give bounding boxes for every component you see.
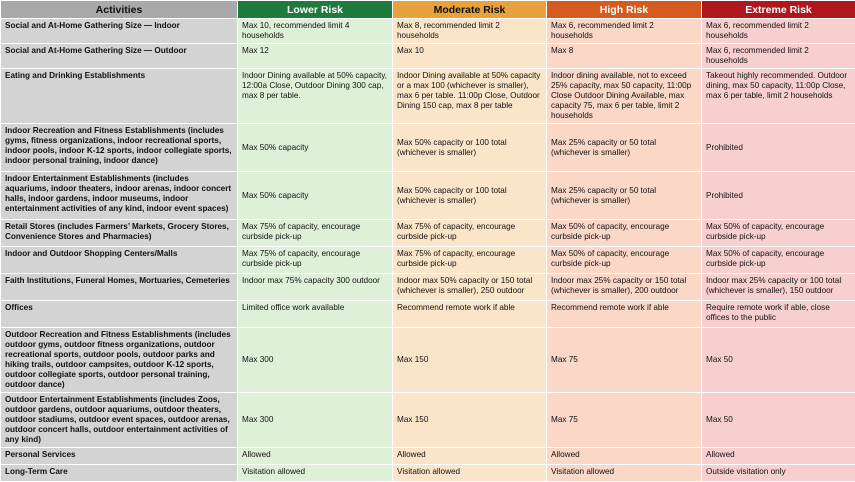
table-row [1,393,855,448]
moderate-risk-cell: Max 50% capacity or 100 total (whichever is smaller) [393,172,547,220]
lower-risk-cell: Indoor max 75% capacity 300 outdoor [238,274,393,301]
activity-cell: Indoor and Outdoor Shopping Centers/Malls [1,247,238,274]
moderate-risk-cell: Allowed [393,448,547,465]
moderate-risk-cell: Indoor max 50% capacity or 150 total (whichever is smaller), 250 outdoor [393,274,547,301]
moderate-risk-cell: Max 10 [393,44,547,69]
activity-cell: Retail Stores (includes Farmers’ Markets, Grocery Stores, Convenience Stores and Pharmacies) [1,220,238,247]
activity-cell: Eating and Drinking Establishments [1,69,238,124]
extreme-risk-cell: Outside visitation only [702,465,855,482]
extreme-risk-cell: Max 50 [702,393,855,448]
extreme-risk-cell: Require remote work if able, close offices to the public [702,301,855,328]
high-risk-cell: Indoor dining available, not to exceed 25% capacity, max 50 capacity, 11:00p Close Outdoor Dining Available, max capacity 75, max 6 per table, limit 2 households [547,69,702,124]
moderate-risk-cell: Max 8, recommended limit 2 households [393,19,547,44]
lower-risk-cell: Max 300 [238,393,393,448]
lower-risk-cell: Limited office work available [238,301,393,328]
table-row [1,44,855,69]
high-risk-cell: Recommend remote work if able [547,301,702,328]
activity-cell: Indoor Entertainment Establishments (includes aquariums, indoor theaters, indoor arenas, indoor concert halls, indoor gardens, indoor museums, indoor entertainment activities of any kind, indoor event spaces) [1,172,238,220]
header-activities: Activities [1,1,238,19]
header-high-risk: High Risk [547,1,702,19]
extreme-risk-cell: Max 50% of capacity, encourage curbside pick-up [702,247,855,274]
high-risk-cell: Allowed [547,448,702,465]
extreme-risk-cell: Max 50 [702,328,855,393]
high-risk-cell: Max 6, recommended limit 2 households [547,19,702,44]
lower-risk-cell: Max 75% of capacity, encourage curbside pick-up [238,220,393,247]
moderate-risk-cell: Max 150 [393,328,547,393]
activity-cell: Personal Services [1,448,238,465]
lower-risk-cell: Max 50% capacity [238,172,393,220]
lower-risk-cell: Max 75% of capacity, encourage curbside pick-up [238,247,393,274]
high-risk-cell: Max 75 [547,328,702,393]
moderate-risk-cell: Indoor Dining available at 50% capacity or a max 100 (whichever is smaller), max 6 per table. 11:00p Close, Outdoor Dining 150 cap, max 8 per table [393,69,547,124]
lower-risk-cell: Max 12 [238,44,393,69]
extreme-risk-cell: Takeout highly recommended. Outdoor dining, max 50 capacity, 11:00p Close, max 6 per table, limit 2 households [702,69,855,124]
extreme-risk-cell: Max 6, recommended limit 2 households [702,44,855,69]
moderate-risk-cell: Max 50% capacity or 100 total (whichever is smaller) [393,124,547,172]
high-risk-cell: Max 50% of capacity, encourage curbside pick-up [547,247,702,274]
table-row [1,247,855,274]
lower-risk-cell: Indoor Dining available at 50% capacity, 12:00a Close, Outdoor Dining 300 cap, max 8 per table. [238,69,393,124]
moderate-risk-cell: Max 150 [393,393,547,448]
header-row [1,1,855,19]
high-risk-cell: Max 25% capacity or 50 total (whichever is smaller) [547,172,702,220]
high-risk-cell: Indoor max 25% capacity or 150 total (whichever is smaller), 200 outdoor [547,274,702,301]
table-row [1,448,855,465]
activity-cell: Outdoor Recreation and Fitness Establishments (includes outdoor gyms, outdoor fitness organizations, outdoor recreational sports, outdoor pools, outdoor parks and hiking trails, outdoor campsites, outdoor K-12 sports, outdoor collegiate sports, outdoor personal training, outdoor dance) [1,328,238,393]
activity-cell: Faith Institutions, Funeral Homes, Mortuaries, Cemeteries [1,274,238,301]
lower-risk-cell: Max 50% capacity [238,124,393,172]
activity-cell: Indoor Recreation and Fitness Establishments (includes gyms, fitness organizations, indoor recreational sports, indoor pools, indoor K-12 sports, indoor collegiate sports, indoor personal training, indoor dance) [1,124,238,172]
moderate-risk-cell: Recommend remote work if able [393,301,547,328]
activity-cell: Social and At-Home Gathering Size — Indoor [1,19,238,44]
table-row [1,274,855,301]
lower-risk-cell: Max 300 [238,328,393,393]
table-row [1,19,855,44]
table-row [1,124,855,172]
header-extreme-risk: Extreme Risk [702,1,855,19]
high-risk-cell: Max 75 [547,393,702,448]
table-row [1,220,855,247]
activity-cell: Long-Term Care [1,465,238,482]
table-row [1,328,855,393]
activity-cell: Offices [1,301,238,328]
table-row [1,69,855,124]
high-risk-cell: Max 8 [547,44,702,69]
lower-risk-cell: Max 10, recommended limit 4 households [238,19,393,44]
extreme-risk-cell: Prohibited [702,124,855,172]
extreme-risk-cell: Max 50% of capacity, encourage curbside pick-up [702,220,855,247]
high-risk-cell: Max 50% of capacity, encourage curbside pick-up [547,220,702,247]
lower-risk-cell: Allowed [238,448,393,465]
extreme-risk-cell: Prohibited [702,172,855,220]
activity-cell: Outdoor Entertainment Establishments (includes Zoos, outdoor gardens, outdoor aquariums, outdoor theaters, outdoor stadiums, outdoor event spaces, outdoor arenas, outdoor concert halls, outdoor entertainment activities of any kind) [1,393,238,448]
extreme-risk-cell: Indoor max 25% capacity or 100 total (whichever is smaller), 150 outdoor [702,274,855,301]
table-row [1,465,855,482]
high-risk-cell: Max 25% capacity or 50 total (whichever is smaller) [547,124,702,172]
table-row [1,172,855,220]
high-risk-cell: Visitation allowed [547,465,702,482]
table-row [1,301,855,328]
header-lower-risk: Lower Risk [238,1,393,19]
moderate-risk-cell: Visitation allowed [393,465,547,482]
extreme-risk-cell: Allowed [702,448,855,465]
moderate-risk-cell: Max 75% of capacity, encourage curbside pick-up [393,247,547,274]
moderate-risk-cell: Max 75% of capacity, encourage curbside pick-up [393,220,547,247]
extreme-risk-cell: Max 6, recommended limit 2 households [702,19,855,44]
activity-cell: Social and At-Home Gathering Size — Outdoor [1,44,238,69]
header-moderate-risk: Moderate Risk [393,1,547,19]
lower-risk-cell: Visitation allowed [238,465,393,482]
